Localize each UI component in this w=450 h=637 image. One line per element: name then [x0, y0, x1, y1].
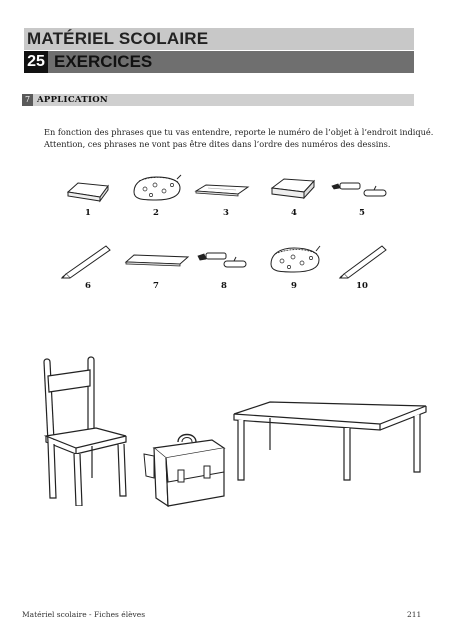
chair-icon: [36, 356, 132, 506]
item-number: 10: [356, 281, 368, 291]
item-number: 4: [291, 208, 297, 218]
header-subject: MATÉRIEL SCOLAIRE: [27, 29, 209, 48]
schoolbag-icon: [140, 426, 230, 508]
fountain-pen-icon: [330, 178, 388, 200]
ruler-icon: [194, 182, 250, 200]
unit-number: 25: [24, 51, 48, 73]
instructions: [44, 126, 434, 150]
pencil-case-icon: [131, 172, 183, 204]
item-number: 7: [153, 281, 159, 291]
header-subject-bar: [24, 28, 414, 50]
page-number: 211: [407, 610, 422, 619]
pencil-icon: [60, 240, 116, 280]
ruler-icon: [124, 252, 190, 270]
item-number: 1: [85, 208, 91, 218]
section-number: 7: [22, 94, 33, 106]
instruction-line: Attention, ces phrases ne vont pas être dites dans l’ordre des numéros des dessins.: [44, 139, 391, 149]
item-number: 9: [291, 281, 297, 291]
pencil-case-icon: [268, 242, 322, 276]
item-number: 3: [223, 208, 229, 218]
item-number: 2: [153, 208, 159, 218]
fountain-pen-icon: [196, 250, 254, 272]
section-bar: [22, 94, 414, 106]
eraser-icon: [268, 174, 318, 202]
footer-title: Matériel scolaire - Fiches élèves: [22, 610, 146, 619]
section-title: APPLICATION: [37, 95, 109, 105]
instruction-line: En fonction des phrases que tu vas entendre, reporte le numéro de l’objet à l’endroit indiqué.: [44, 127, 434, 137]
table-icon: [230, 398, 430, 490]
item-number: 8: [221, 281, 227, 291]
pencil-icon: [338, 242, 392, 280]
unit-title: EXERCICES: [54, 52, 153, 71]
item-number: 6: [85, 281, 91, 291]
eraser-icon: [64, 178, 112, 204]
item-number: 5: [359, 208, 365, 218]
header-unit-bar: [24, 51, 414, 73]
